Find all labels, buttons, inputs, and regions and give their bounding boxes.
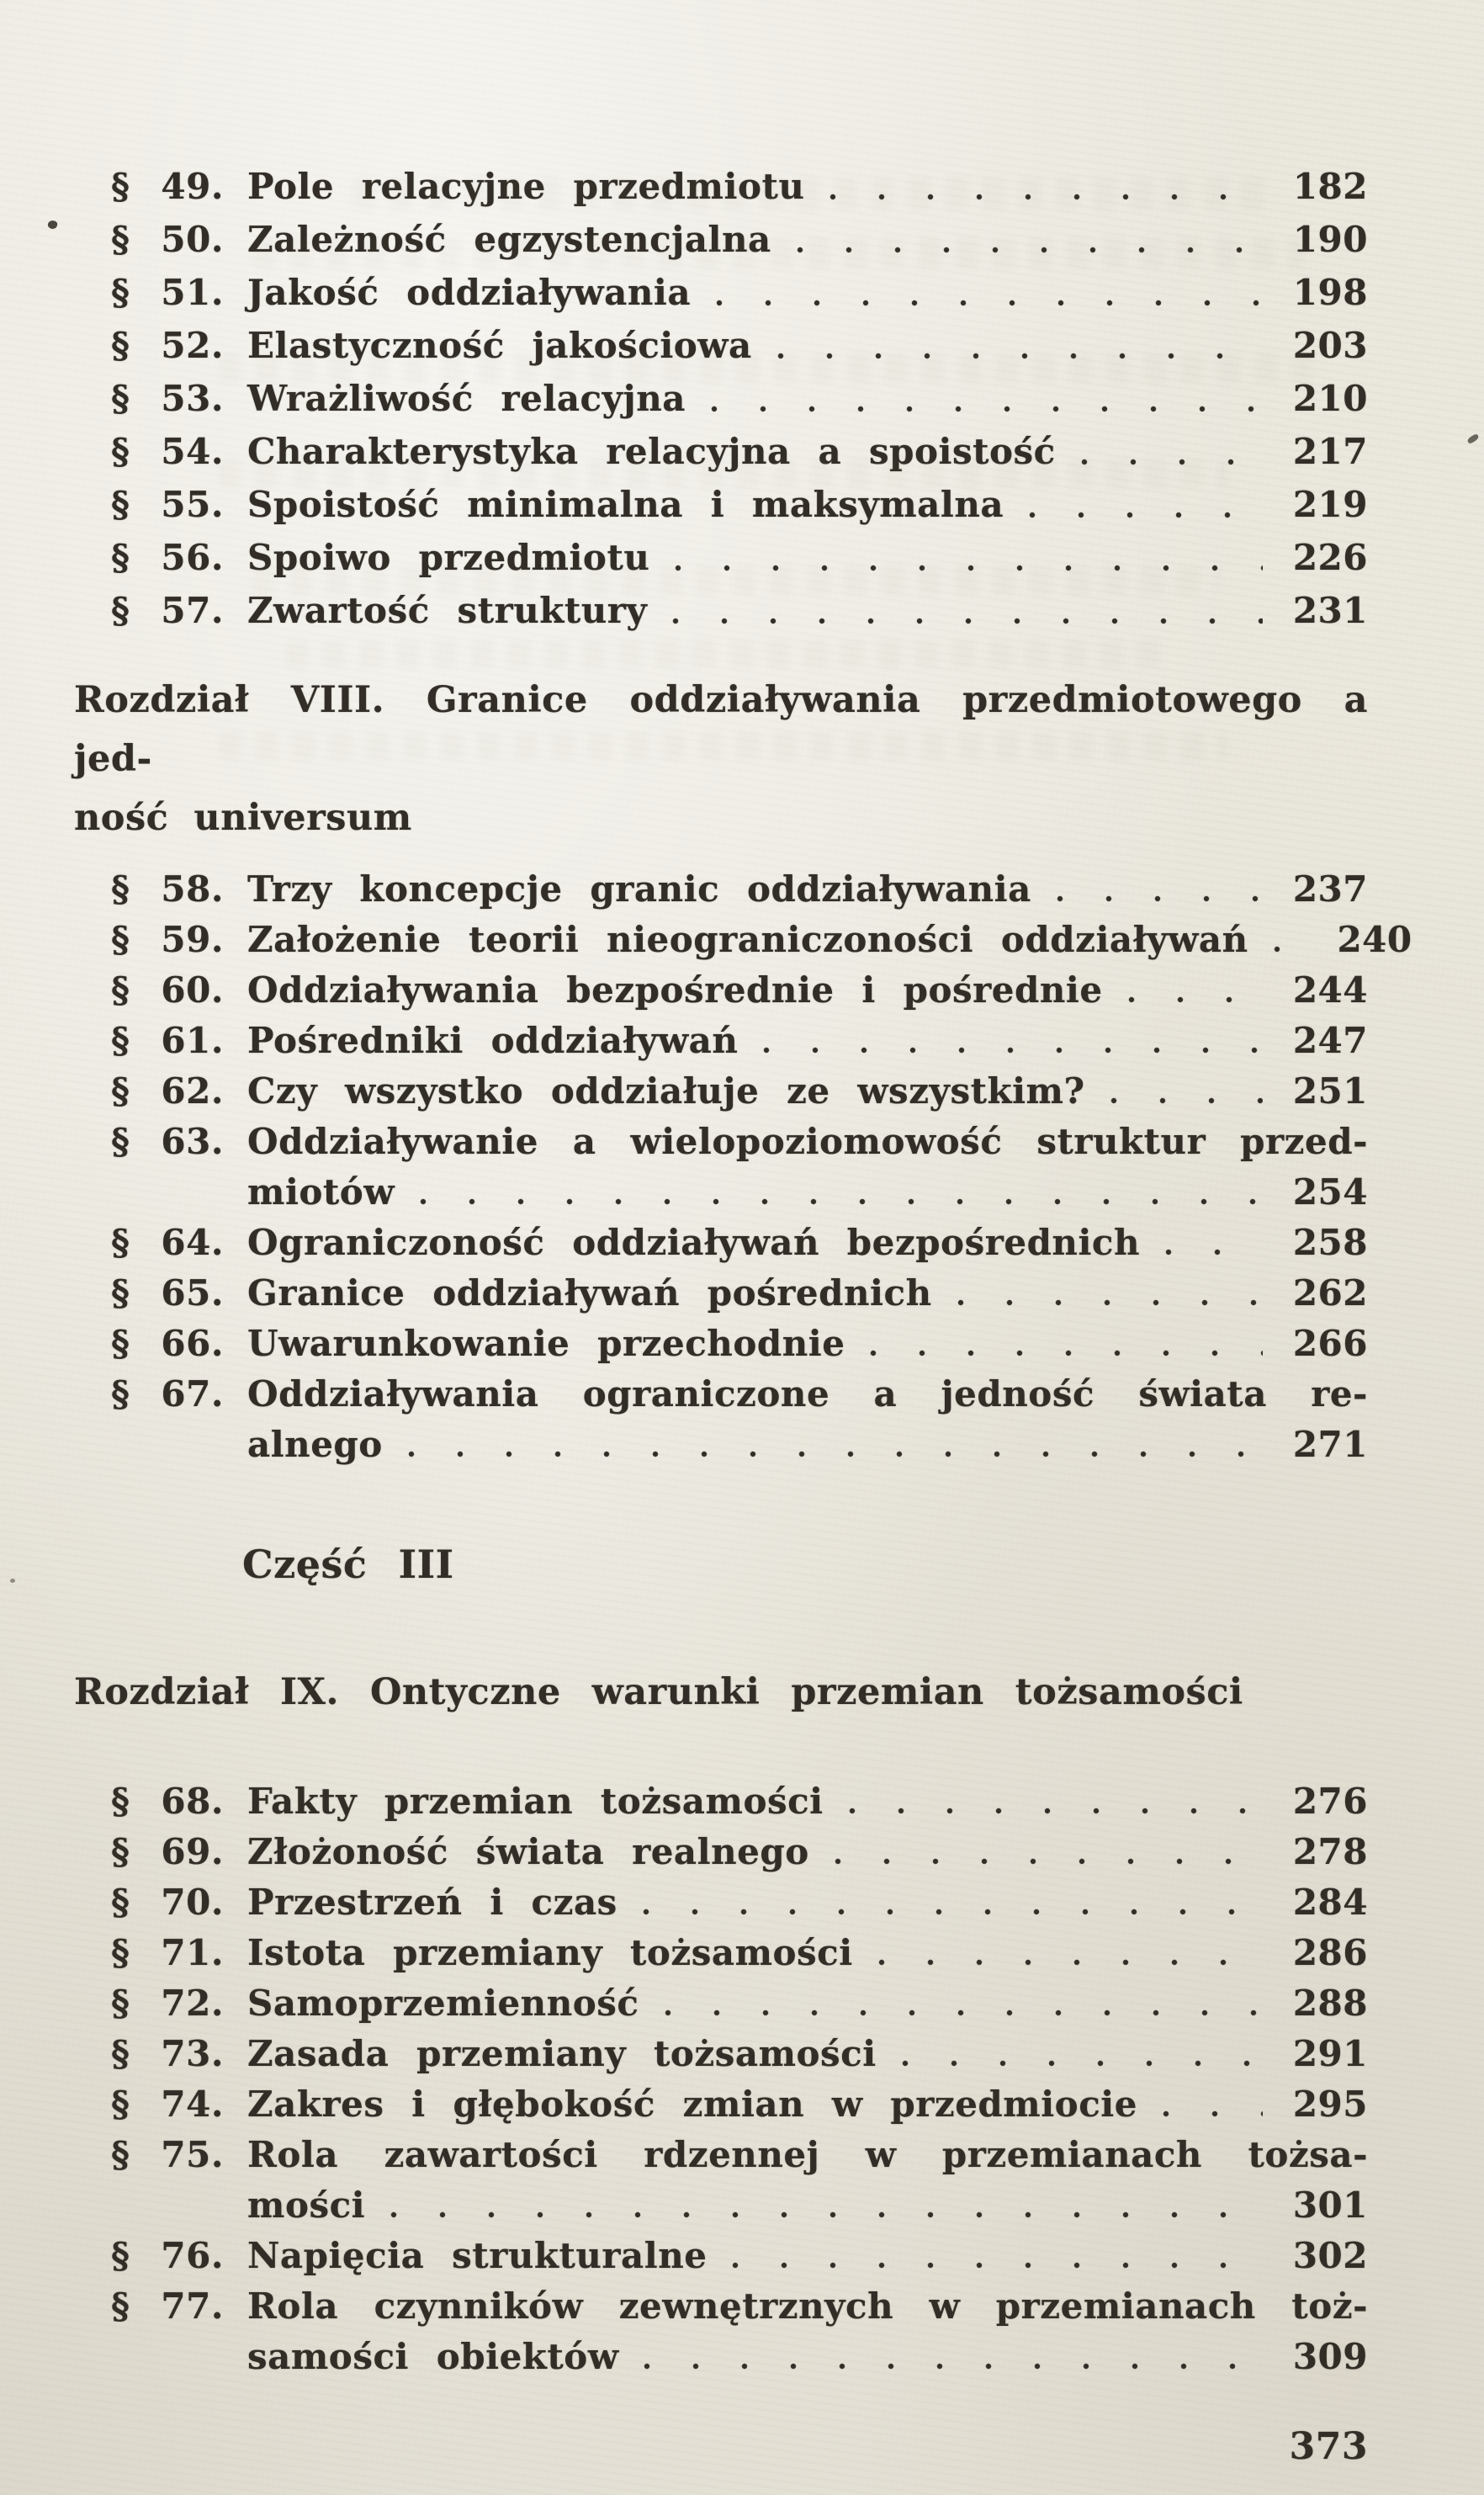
dot-leader — [1163, 2079, 1263, 2130]
chapter-heading-ix: Rozdział IX. Ontyczne warunki przemian tożsamości — [74, 1671, 1243, 1713]
section-sign: § — [111, 325, 130, 366]
toc-entry-line — [111, 372, 1368, 425]
dot-leader — [1274, 915, 1307, 965]
dot-leader — [665, 1978, 1264, 2029]
section-sign: § — [111, 272, 130, 313]
section-number: 66. — [161, 1323, 224, 1364]
entry-page-number: 182 — [1292, 166, 1368, 207]
section-sign: § — [111, 484, 130, 525]
entry-title: Samoprzemienność — [247, 1983, 639, 2024]
section-sign: § — [111, 1121, 130, 1162]
dot-leader — [797, 213, 1263, 266]
dot-leader — [835, 1827, 1263, 1877]
dot-leader — [1165, 1218, 1263, 1268]
entry-number — [111, 1066, 247, 1117]
section-number: 75. — [161, 2134, 224, 2175]
section-sign: § — [111, 1323, 130, 1364]
section-number: 54. — [161, 431, 224, 472]
dot-leader — [870, 1319, 1263, 1369]
toc-entry-line — [111, 319, 1368, 372]
dot-leader — [849, 1776, 1263, 1827]
toc-section-chapter-ix-entries — [74, 1776, 1368, 2382]
entry-page-number: 309 — [1292, 2336, 1368, 2377]
dot-leader — [957, 1268, 1263, 1319]
entry-number — [111, 1117, 247, 1167]
section-sign: § — [111, 1882, 130, 1923]
section-sign: § — [111, 537, 130, 578]
toc-entry-line — [111, 1877, 1368, 1928]
dot-leader — [408, 1420, 1263, 1470]
dot-leader — [711, 372, 1263, 425]
entry-number — [111, 584, 247, 637]
dot-leader — [672, 584, 1263, 637]
toc-entry-line — [111, 1117, 1368, 1167]
entry-number — [111, 1928, 247, 1978]
entry-title: Ograniczoność oddziaływań bezpośrednich — [247, 1222, 1141, 1263]
entry-number — [111, 1319, 247, 1369]
section-sign: § — [111, 431, 130, 472]
entry-page-number: 231 — [1292, 590, 1368, 631]
dot-leader — [420, 1167, 1263, 1218]
section-number: 74. — [161, 2084, 224, 2125]
section-number: 59. — [161, 919, 224, 960]
entry-number — [111, 1776, 247, 1827]
entry-title: Czy wszystko oddziałuje ze wszystkim? — [247, 1070, 1085, 1112]
entry-page-number: 203 — [1292, 325, 1368, 366]
section-sign: § — [111, 1070, 130, 1112]
ink-speck — [1466, 433, 1479, 445]
entry-number — [111, 1268, 247, 1319]
page-number: 373 — [1289, 2425, 1368, 2468]
entry-page-number: 198 — [1292, 272, 1368, 313]
entry-number — [111, 1218, 247, 1268]
entry-title: Przestrzeń i czas — [247, 1882, 617, 1923]
entry-title: Oddziaływanie a wielopoziomowość struktur przed- — [247, 1121, 1368, 1162]
chapter-heading-viii-line2: ność universum — [74, 797, 412, 839]
entry-page-number: 284 — [1292, 1882, 1368, 1923]
entry-number — [111, 1827, 247, 1877]
section-number: 65. — [161, 1272, 224, 1314]
toc-section-chapter-vii-entries — [74, 160, 1368, 637]
section-sign: § — [111, 1272, 130, 1314]
section-number: 52. — [161, 325, 224, 366]
entry-title: Spoiwo przedmiotu — [247, 537, 650, 578]
entry-title: Jakość oddziaływania — [247, 272, 692, 313]
section-sign: § — [111, 1983, 130, 2024]
section-sign: § — [111, 2235, 130, 2276]
section-sign: § — [111, 1781, 130, 1822]
entry-title: Pole relacyjne przedmiotu — [247, 166, 805, 207]
section-number: 68. — [161, 1781, 224, 1822]
dot-leader — [732, 2231, 1263, 2281]
entry-page-number: 247 — [1292, 1020, 1368, 1061]
dot-leader — [1081, 425, 1263, 478]
entry-number — [111, 1978, 247, 2029]
entry-title: Elastyczność jakościowa — [247, 325, 752, 366]
section-number: 62. — [161, 1070, 224, 1112]
toc-entry-line — [111, 965, 1368, 1016]
section-number: 51. — [161, 272, 224, 313]
entry-page-number: 258 — [1292, 1222, 1368, 1263]
toc-entry-line — [111, 1319, 1368, 1369]
toc-entry-line — [111, 2029, 1368, 2079]
part-heading: Część III — [242, 1542, 454, 1587]
entry-title: miotów — [247, 1171, 395, 1213]
section-sign: § — [111, 590, 130, 631]
entry-title: alnego — [247, 1424, 383, 1465]
entry-number — [111, 213, 247, 266]
entry-page-number: 276 — [1292, 1781, 1368, 1822]
toc-entry-line — [111, 1016, 1368, 1066]
toc-entry-line — [111, 1167, 1368, 1218]
toc-entry-line — [111, 1776, 1368, 1827]
section-sign: § — [111, 378, 130, 419]
entry-title: Założenie teorii nieograniczoności oddziaływań — [247, 919, 1248, 960]
toc-entry-line — [111, 2281, 1368, 2332]
entry-number — [111, 2079, 247, 2130]
dot-leader — [763, 1016, 1263, 1066]
section-number: 55. — [161, 484, 224, 525]
entry-title: Oddziaływania ograniczone a jedność świata re- — [247, 1373, 1368, 1415]
toc-entry-line — [111, 2231, 1368, 2281]
section-number: 61. — [161, 1020, 224, 1061]
entry-number — [111, 266, 247, 319]
entry-title: Zasada przemiany tożsamości — [247, 2033, 877, 2074]
entry-page-number: 262 — [1292, 1272, 1368, 1314]
dot-leader — [902, 2029, 1263, 2079]
section-number: 50. — [161, 219, 224, 260]
entry-number — [111, 372, 247, 425]
entry-title: Zwartość struktury — [247, 590, 648, 631]
dot-leader — [1029, 478, 1263, 531]
section-sign: § — [111, 919, 130, 960]
entry-number — [111, 531, 247, 584]
entry-page-number: 244 — [1292, 969, 1368, 1011]
entry-title: Zakres i głębokość zmian w przedmiocie — [247, 2084, 1137, 2125]
toc-entry-line — [111, 2130, 1368, 2180]
entry-page-number: 190 — [1292, 219, 1368, 260]
dot-leader — [643, 1877, 1263, 1928]
toc-entry-line — [111, 1420, 1368, 1470]
toc-entry-line — [111, 1066, 1368, 1117]
section-number: 70. — [161, 1882, 224, 1923]
entry-title: Wrażliwość relacyjna — [247, 378, 686, 419]
dot-leader — [390, 2180, 1263, 2231]
entry-title: Pośredniki oddziaływań — [247, 1020, 739, 1061]
entry-title: Istota przemiany tożsamości — [247, 1932, 853, 1973]
section-number: 73. — [161, 2033, 224, 2074]
entry-title: mości — [247, 2184, 366, 2226]
entry-number — [111, 2029, 247, 2079]
entry-number — [111, 2231, 247, 2281]
entry-number — [111, 915, 247, 965]
entry-title: Złożoność świata realnego — [247, 1831, 809, 1872]
section-number: 57. — [161, 590, 224, 631]
dot-leader — [878, 1928, 1263, 1978]
entry-number — [111, 478, 247, 531]
dot-leader — [716, 266, 1263, 319]
section-sign: § — [111, 868, 130, 910]
entry-number — [111, 1369, 247, 1420]
ink-speck — [47, 219, 59, 230]
section-number: 49. — [161, 166, 224, 207]
entry-title: Napięcia strukturalne — [247, 2235, 708, 2276]
toc-entry-line — [111, 1928, 1368, 1978]
toc-entry-line — [111, 864, 1368, 915]
section-sign: § — [111, 1831, 130, 1872]
toc-entry-line — [111, 1827, 1368, 1877]
section-number: 64. — [161, 1222, 224, 1263]
entry-page-number: 219 — [1292, 484, 1368, 525]
entry-number — [111, 425, 247, 478]
section-sign: § — [111, 2285, 130, 2327]
ink-speck — [10, 1579, 15, 1583]
toc-entry-line — [111, 531, 1368, 584]
entry-page-number: 301 — [1292, 2184, 1368, 2226]
entry-title: samości obiektów — [247, 2336, 619, 2377]
toc-entry-line — [111, 266, 1368, 319]
bleed-through-smudge — [286, 640, 1169, 668]
toc-entry-line — [111, 1268, 1368, 1319]
section-sign: § — [111, 2033, 130, 2074]
entry-number — [111, 2130, 247, 2180]
section-sign: § — [111, 1373, 130, 1415]
dot-leader — [644, 2332, 1263, 2382]
entry-page-number: 217 — [1292, 431, 1368, 472]
entry-page-number: 254 — [1292, 1171, 1368, 1213]
section-number: 77. — [161, 2285, 224, 2327]
entry-page-number: 266 — [1292, 1323, 1368, 1364]
toc-section-chapter-viii-entries — [74, 864, 1412, 1470]
section-number: 72. — [161, 1983, 224, 2024]
entry-page-number: 291 — [1292, 2033, 1368, 2074]
section-number: 71. — [161, 1932, 224, 1973]
entry-title: Fakty przemian tożsamości — [247, 1781, 824, 1822]
entry-page-number: 210 — [1292, 378, 1368, 419]
section-number: 69. — [161, 1831, 224, 1872]
section-number: 56. — [161, 537, 224, 578]
chapter-heading-viii-line1: Rozdział VIII. Granice oddziaływania przedmiotowego a jed- — [74, 679, 1368, 780]
entry-page-number: 295 — [1292, 2084, 1368, 2125]
entry-page-number: 226 — [1292, 537, 1368, 578]
entry-title: Zależność egzystencjalna — [247, 219, 771, 260]
entry-page-number: 271 — [1292, 1424, 1368, 1465]
entry-number — [111, 864, 247, 915]
section-sign: § — [111, 969, 130, 1011]
section-number: 60. — [161, 969, 224, 1011]
section-number: 63. — [161, 1121, 224, 1162]
toc-entry-line — [111, 1369, 1368, 1420]
dot-leader — [1057, 864, 1263, 915]
chapter-heading-viii — [74, 671, 1368, 847]
section-sign: § — [111, 1222, 130, 1263]
dot-leader — [675, 531, 1263, 584]
entry-number — [111, 160, 247, 213]
section-number: 53. — [161, 378, 224, 419]
toc-entry-line — [111, 584, 1368, 637]
toc-entry-line — [111, 425, 1368, 478]
entry-page-number: 237 — [1292, 868, 1368, 910]
section-sign: § — [111, 219, 130, 260]
entry-title: Oddziaływania bezpośrednie i pośrednie — [247, 969, 1103, 1011]
entry-number — [111, 1016, 247, 1066]
toc-entry-line — [111, 478, 1368, 531]
dot-leader — [1110, 1066, 1263, 1117]
dot-leader — [1128, 965, 1263, 1016]
entry-title: Uwarunkowanie przechodnie — [247, 1323, 845, 1364]
entry-number — [111, 319, 247, 372]
section-sign: § — [111, 1020, 130, 1061]
section-sign: § — [111, 2084, 130, 2125]
toc-entry-line — [111, 2332, 1368, 2382]
entry-number — [111, 1877, 247, 1928]
section-sign: § — [111, 166, 130, 207]
section-sign: § — [111, 1932, 130, 1973]
section-number: 76. — [161, 2235, 224, 2276]
section-sign: § — [111, 2134, 130, 2175]
entry-page-number: 302 — [1292, 2235, 1368, 2276]
entry-title: Trzy koncepcje granic oddziaływania — [247, 868, 1031, 910]
dot-leader — [829, 160, 1263, 213]
toc-entry-line — [111, 915, 1412, 965]
dot-leader — [777, 319, 1263, 372]
toc-entry-line — [111, 1978, 1368, 2029]
entry-page-number: 240 — [1337, 919, 1412, 960]
toc-entry-line — [111, 1218, 1368, 1268]
toc-entry-line — [111, 160, 1368, 213]
entry-page-number: 251 — [1292, 1070, 1368, 1112]
entry-title: Rola zawartości rdzennej w przemianach tożsa- — [247, 2134, 1368, 2175]
entry-page-number: 278 — [1292, 1831, 1368, 1872]
entry-number — [111, 965, 247, 1016]
entry-title: Charakterystyka relacyjna a spoistość — [247, 431, 1056, 472]
toc-entry-line — [111, 2180, 1368, 2231]
section-number: 58. — [161, 868, 224, 910]
section-number: 67. — [161, 1373, 224, 1415]
entry-number — [111, 2281, 247, 2332]
toc-entry-line — [111, 2079, 1368, 2130]
entry-title: Granice oddziaływań pośrednich — [247, 1272, 932, 1314]
entry-page-number: 288 — [1292, 1983, 1368, 2024]
toc-entry-line — [111, 213, 1368, 266]
entry-title: Rola czynników zewnętrznych w przemianach toż- — [247, 2285, 1368, 2327]
entry-page-number: 286 — [1292, 1932, 1368, 1973]
entry-title: Spoistość minimalna i maksymalna — [247, 484, 1004, 525]
